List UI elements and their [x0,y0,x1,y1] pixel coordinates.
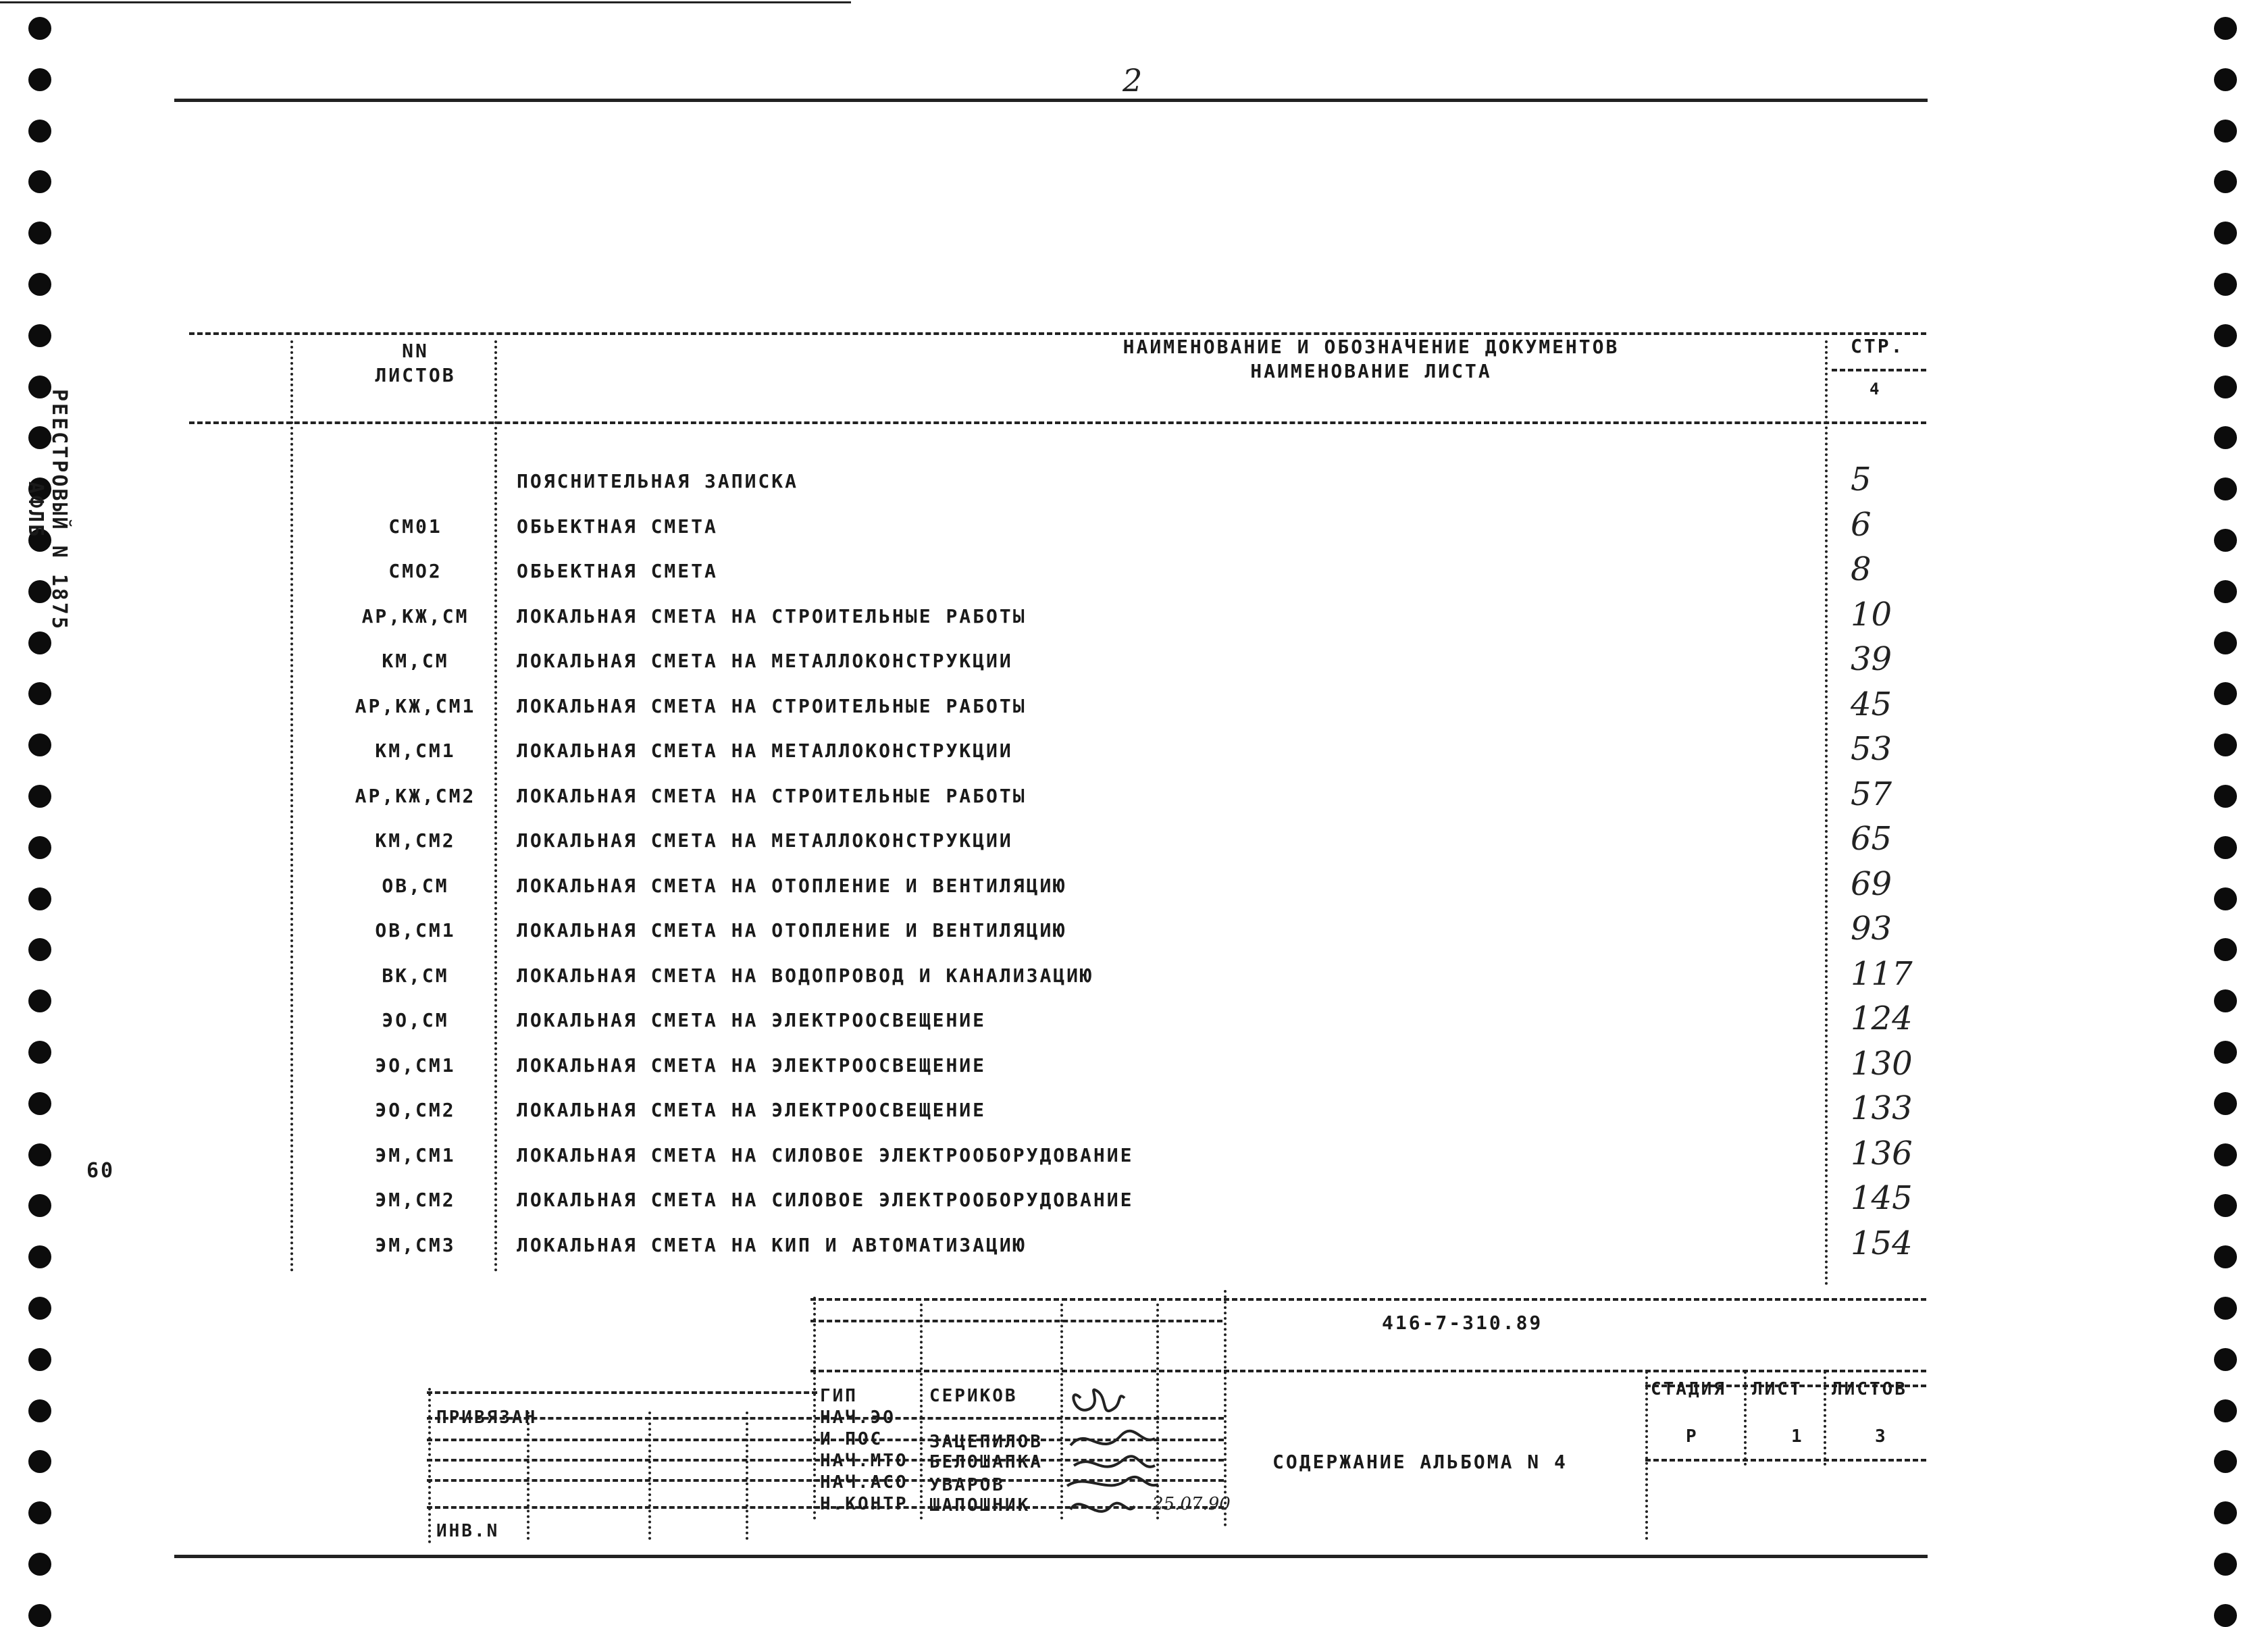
sheet-code: ЭО,СМ [382,1009,449,1031]
stamp-divider-j [1645,1371,1648,1540]
stamp-divider-d [746,1412,748,1540]
perforation-hole [28,1604,51,1627]
sheet-page-number: 130 [1851,1045,1913,1083]
sheet-title: ОБЬЕКТНАЯ СМЕТА [517,560,718,582]
sheet-code: АР,КЖ,СМ2 [355,785,476,807]
stamp-stage-rule-2 [1645,1459,1926,1462]
sheet-page-number: 39 [1851,640,1892,678]
sign-date: 25.07.90 [1152,1494,1231,1514]
page-number: 2 [1123,62,1143,99]
stamp-rule-4 [427,1391,817,1394]
sheet-code: ОВ,СМ [382,875,449,897]
sheet-page-number: 53 [1851,730,1892,768]
side-registry-stamp: РЕЕСТРОВЫЙ N 1875 АФЛБ [24,388,71,631]
sheet-code: ЭО,СМ1 [375,1054,456,1077]
sheet-code: АР,КЖ,СМ1 [355,695,476,717]
header-page: СТР. [1851,335,1905,357]
bottom-rule [174,1555,1928,1558]
name-uvarov: УВАРОВ [929,1475,1005,1495]
table-row [0,1000,2268,1050]
sheet-page-number: 10 [1851,596,1892,634]
margin-number: 60 [86,1159,115,1183]
sheet-page-number: 117 [1851,955,1913,993]
stamp-divider-l [1824,1371,1826,1466]
table-row [0,596,2268,646]
role-n-kontr: Н.КОНТР [820,1494,908,1514]
sheets-label: ЛИСТОВ [1832,1379,1907,1399]
sheet-title: ЛОКАЛЬНАЯ СМЕТА НА ВОДОПРОВОД И КАНАЛИЗАЦИЮ [517,964,1093,987]
sheet-value: 1 [1791,1426,1804,1447]
role-i-pos: И ПОС [820,1429,883,1449]
stamp-title: СОДЕРЖАНИЕ АЛЬБОМА N 4 [1272,1451,1568,1473]
sheet-title: ЛОКАЛЬНАЯ СМЕТА НА ОТОПЛЕНИЕ И ВЕНТИЛЯЦИЮ [517,919,1067,941]
sheet-title: ЛОКАЛЬНАЯ СМЕТА НА КИП И АВТОМАТИЗАЦИЮ [517,1234,1027,1256]
role-nach-aso: НАЧ.АСО [820,1472,908,1493]
stamp-designation: 416-7-310.89 [1382,1312,1543,1334]
table-row [0,1224,2268,1274]
sheet-page-number: 145 [1851,1179,1913,1217]
table-row [0,910,2268,960]
sheet-title: ОБЬЕКТНАЯ СМЕТА [517,515,718,538]
table-row [0,775,2268,825]
table-row [0,1045,2268,1095]
table-row [0,1135,2268,1185]
name-beloshapka: БЕЛОШАПКА [929,1452,1043,1472]
sheet-code: ЭМ,СМ2 [375,1189,456,1211]
sheet-title: ЛОКАЛЬНАЯ СМЕТА НА МЕТАЛЛОКОНСТРУКЦИИ [517,829,1013,852]
sheet-code: ВК,СМ [382,964,449,987]
sheet-title: ЛОКАЛЬНАЯ СМЕТА НА ЭЛЕКТРООСВЕЩЕНИЕ [517,1099,987,1121]
role-nach-eo: НАЧ.ЭО [820,1408,896,1428]
sheet-page-number: 57 [1851,775,1892,813]
sheet-code: КМ,СМ2 [375,829,456,852]
stamp-top-rule [810,1298,1926,1301]
table-row [0,955,2268,1005]
table-row [0,1179,2268,1229]
sheet-page-number: 136 [1851,1135,1913,1172]
sheet-page-number: 93 [1851,910,1892,948]
sheet-page-number: 45 [1851,686,1892,723]
stage-label: СТАДИЯ [1651,1379,1726,1399]
sheet-title: ПОЯСНИТЕЛЬНАЯ ЗАПИСКА [517,470,799,492]
handwritten-signatures [1060,1371,1162,1533]
sheet-title: ЛОКАЛЬНАЯ СМЕТА НА СИЛОВОЕ ЭЛЕКТРООБОРУДОВАНИЕ [517,1144,1134,1166]
table-row [0,506,2268,556]
table-row [0,730,2268,780]
sheet-code: КМ,СМ [382,650,449,672]
stamp-rule-3 [810,1370,1926,1372]
name-shaposhnik: ШАПОШНИК [929,1495,1031,1516]
header-document-name: НАИМЕНОВАНИЕ И ОБОЗНАЧЕНИЕ ДОКУМЕНТОВ НАИМЕНОВАНИЕ ЛИСТА [1123,336,1620,382]
perforation-hole [2214,1604,2237,1627]
table-row [0,820,2268,870]
sheet-title: ЛОКАЛЬНАЯ СМЕТА НА МЕТАЛЛОКОНСТРУКЦИИ [517,740,1013,762]
sheet-title: ЛОКАЛЬНАЯ СМЕТА НА ОТОПЛЕНИЕ И ВЕНТИЛЯЦИЮ [517,875,1067,897]
name-zatsepilov: ЗАЦЕПИЛОВ [929,1432,1043,1452]
sheet-page-number: 133 [1851,1089,1913,1127]
header-page-value: 4 [1870,380,1882,398]
role-gip: ГИП [820,1386,858,1406]
stamp-divider-k [1744,1371,1747,1466]
sheet-title: ЛОКАЛЬНАЯ СМЕТА НА СТРОИТЕЛЬНЫЕ РАБОТЫ [517,605,1027,627]
stamp-divider-a [428,1388,431,1543]
sheets-value: 3 [1875,1426,1888,1447]
table-row [0,461,2268,511]
header-sheets-no: NN ЛИСТОВ [375,340,456,386]
table-row [0,1089,2268,1139]
stamp-inv-label: ИНВ.N [436,1521,500,1541]
sheet-title: ЛОКАЛЬНАЯ СМЕТА НА СТРОИТЕЛЬНЫЕ РАБОТЫ [517,695,1027,717]
sheet-code: СМО2 [388,560,442,582]
sheet-code: ЭМ,СМ1 [375,1144,456,1166]
role-nach-mto: НАЧ.МТО [820,1451,908,1471]
table-row [0,686,2268,735]
stage-value: Р [1686,1426,1699,1447]
sheet-code: ОВ,СМ1 [375,919,456,941]
stamp-divider-e [813,1297,816,1520]
stamp-rule-2 [810,1320,1222,1322]
sheet-code: ЭО,СМ2 [375,1099,456,1121]
sheet-page-number: 69 [1851,865,1892,903]
sheet-code: АР,КЖ,СМ [361,605,469,627]
sheet-page-number: 8 [1851,550,1872,588]
sheet-title: ЛОКАЛЬНАЯ СМЕТА НА ЭЛЕКТРООСВЕЩЕНИЕ [517,1009,987,1031]
sheet-page-number: 65 [1851,820,1892,858]
sheet-title: ЛОКАЛЬНАЯ СМЕТА НА СТРОИТЕЛЬНЫЕ РАБОТЫ [517,785,1027,807]
sheet-title: ЛОКАЛЬНАЯ СМЕТА НА ЭЛЕКТРООСВЕЩЕНИЕ [517,1054,987,1077]
sheet-label: ЛИСТ [1752,1379,1803,1399]
stamp-divider-i [1224,1290,1227,1526]
stamp-divider-c [648,1412,651,1540]
sheet-page-number: 5 [1851,461,1872,498]
sheet-page-number: 6 [1851,506,1872,544]
table-row [0,550,2268,600]
sheet-page-number: 154 [1851,1224,1913,1262]
sheet-code: ЭМ,СМ3 [375,1234,456,1256]
sheet-code: СМ01 [388,515,442,538]
stamp-bound-label: ПРИВЯЗАН [436,1408,538,1428]
sheet-title: ЛОКАЛЬНАЯ СМЕТА НА МЕТАЛЛОКОНСТРУКЦИИ [517,650,1013,672]
table-row [0,640,2268,690]
name-serikov: СЕРИКОВ [929,1386,1018,1406]
stamp-divider-f [920,1303,923,1520]
sheet-code: КМ,СМ1 [375,740,456,762]
stamp-divider-b [527,1412,530,1540]
sheet-page-number: 124 [1851,1000,1913,1037]
table-row [0,865,2268,915]
sheet-title: ЛОКАЛЬНАЯ СМЕТА НА СИЛОВОЕ ЭЛЕКТРООБОРУДОВАНИЕ [517,1189,1134,1211]
